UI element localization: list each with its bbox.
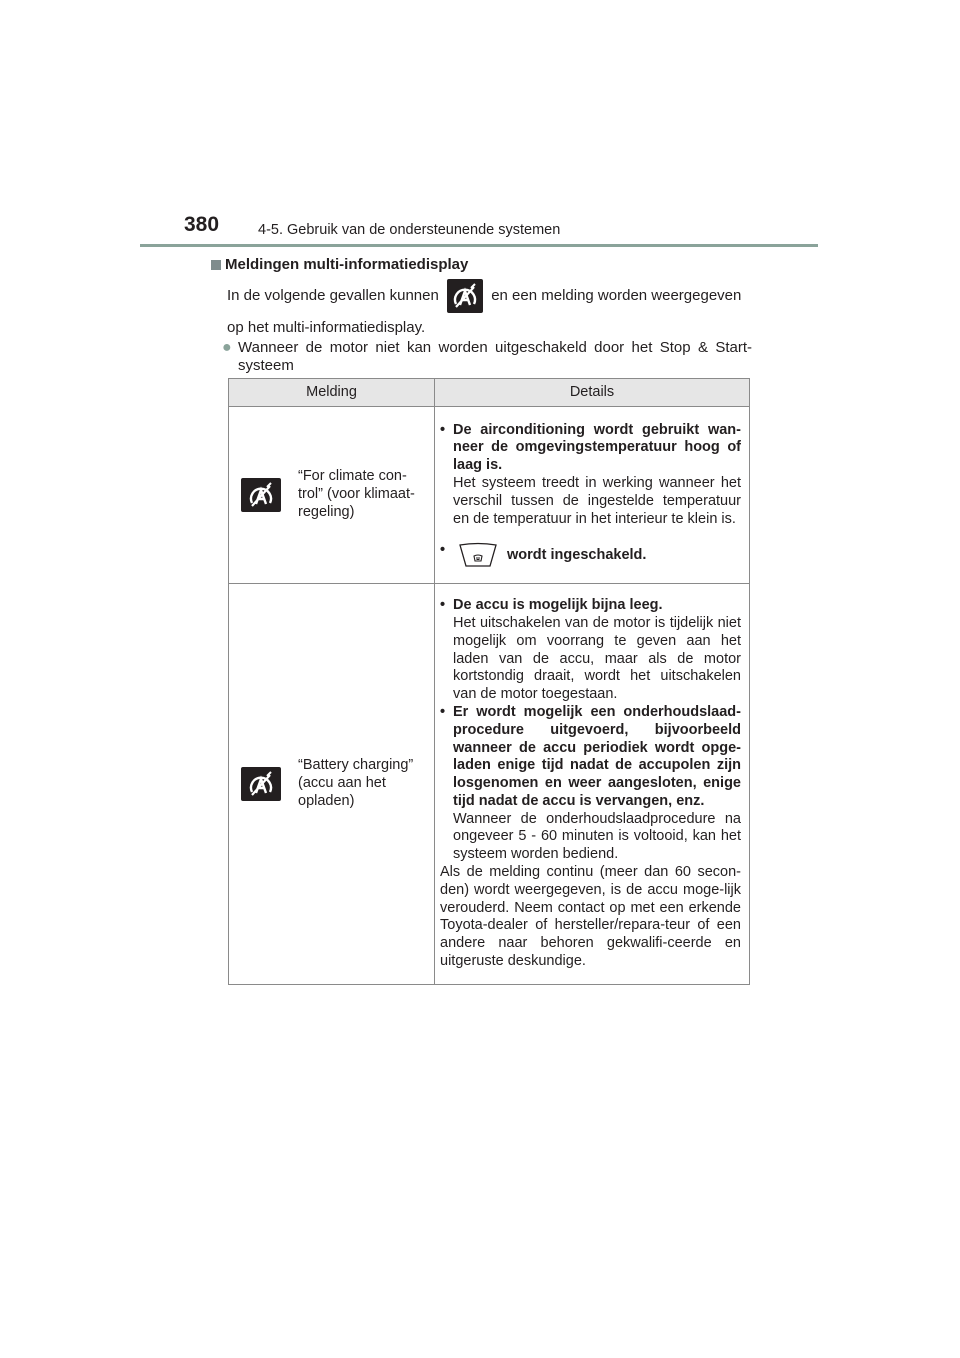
row1-item1-bold: De airconditioning wordt gebruikt wan-neer de omgevingstemperatuur hoog of laag is. (453, 421, 741, 474)
stop-start-cancel-icon (241, 478, 281, 512)
header-rule (140, 244, 818, 247)
stop-start-cancel-icon (447, 279, 483, 313)
heading-square-icon (211, 260, 221, 270)
header-details: Details (435, 379, 750, 407)
bullet-dot-icon: ● (222, 339, 232, 356)
section-title: 4-5. Gebruik van de ondersteunende systemen (258, 222, 561, 238)
row2-details-cell (435, 584, 750, 985)
row1-item2-text: wordt ingeschakeld. (507, 547, 647, 564)
page-number: 380 (184, 213, 220, 236)
row2-item2-bold: Er wordt mogelijk een onderhoudslaad-procedure uitgevoerd, bijvoorbeeld wanneer de accu periodiek wordt opge-laden enige tijd nadat de accupolen zijn losgenomen en weer aangesloten, enige tijd nadat de accu is vervangen, enz. (453, 703, 741, 809)
row2-item2: • Er wordt mogelijk een onderhoudslaad-procedure uitgevoerd, bijvoorbeeld wanneer de accu periodiek wordt opge-laden enige tijd nadat de accupolen zijn losgenomen en weer aangesloten, enige tijd nadat de accu is vervangen, enz. Wanneer de onderhoudslaadprocedure na ongeveer 5 - 60 minuten is voltooid, kan het systeem worden bediend. (440, 703, 741, 863)
table-row (229, 584, 750, 985)
message-table (228, 378, 750, 985)
row1-item1: • De airconditioning wordt gebruikt wan-neer de omgevingstemperatuur hoog of laag is. Het systeem treedt in werking wanneer het verschil tussen de ingestelde temperatuur en de temperatuur in het interieur te klein is. (440, 421, 741, 527)
intro-before: In de volgende gevallen kunnen (227, 286, 439, 304)
row1-item1-text: Het systeem treedt in werking wanneer het verschil tussen de ingestelde temperatuur en de temperatuur in het interieur te klein is. (453, 475, 741, 527)
header-melding: Melding (229, 379, 435, 407)
row2-note: Als de melding continu (meer dan 60 secon-den) wordt weergegeven, is de accu moge-lijk verouderd. Neem contact op met een erkende Toyota-dealer of hersteller/repara-teur of een andere naar behoren gekwalifi-ceerde en uitgeruste deskundige. (440, 864, 741, 970)
row2-item2-text: Wanneer de onderhoudslaadprocedure na ongeveer 5 - 60 minuten is voltooid, kan het systeem worden bediend. (453, 810, 741, 863)
row2-message-cell (229, 584, 435, 985)
intro-after: en een melding worden weergegeven (491, 286, 742, 304)
windshield-defroster-icon (457, 542, 499, 568)
row2-item1-bold: De accu is mogelijk bijna leeg. (453, 597, 663, 614)
intro-line2: op het multi-informatiedisplay. (227, 319, 426, 336)
row1-details-cell (435, 407, 750, 584)
row1-message-cell (229, 407, 435, 584)
table-row (229, 407, 750, 584)
heading-text: Meldingen multi-informatiedisplay (225, 256, 469, 273)
intro-paragraph (227, 279, 752, 343)
bullet-text: Wanneer de motor niet kan worden uitgeschakeld door het Stop & Start-systeem (238, 339, 752, 374)
bullet-item (222, 339, 752, 375)
heading (211, 256, 468, 273)
row2-item1-text: Het uitschakelen van de motor is tijdelijk niet mogelijk om voorrang te geven aan het laden van de accu, maar als de motor kortstondig draait, wordt het uitschakelen van de motor toegestaan. (453, 614, 741, 703)
row2-label: “Battery charging” (accu aan het opladen) (298, 757, 414, 809)
row1-label: “For climate con-trol” (voor klimaat-regeling) (298, 468, 415, 520)
stop-start-cancel-icon (241, 767, 281, 801)
row2-item1: • De accu is mogelijk bijna leeg. Het uitschakelen van de motor is tijdelijk niet mogelijk om voorrang te geven aan het laden van de accu, maar als de motor kortstondig draait, wordt het uitschakelen van de motor toegestaan. (440, 597, 741, 703)
table-header-row (229, 379, 750, 407)
row1-item2: • wordt ingeschakeld. (440, 542, 741, 568)
